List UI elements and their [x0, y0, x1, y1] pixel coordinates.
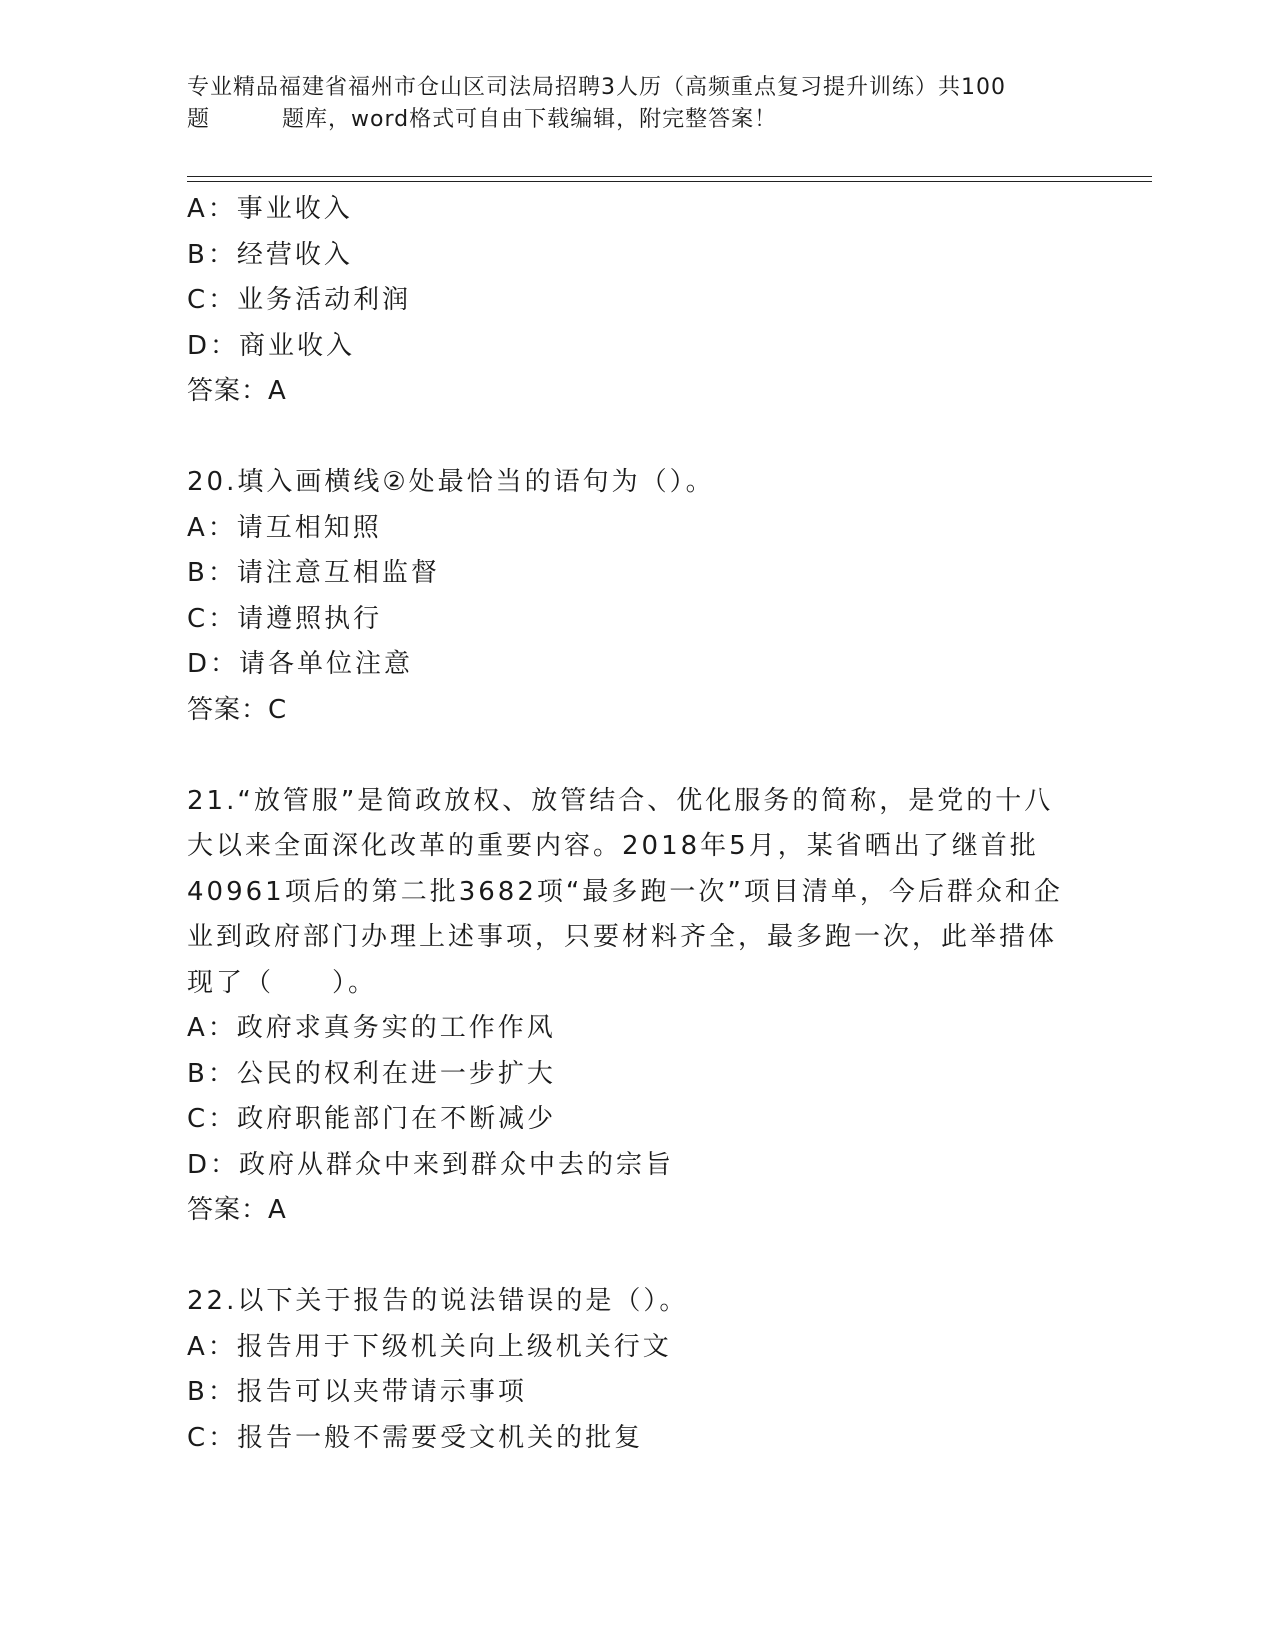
question-spacer: [187, 733, 1087, 779]
header-title-line2-rest: 题库，word格式可自由下载编辑，附完整答案！: [282, 107, 778, 132]
question-stem-line: 现了（ ）。: [187, 967, 378, 998]
question-spacer: [187, 1234, 1087, 1280]
option-b: B：公民的权利在进一步扩大: [187, 1058, 556, 1089]
option-a: A：政府求真务实的工作作风: [187, 1013, 556, 1043]
option-d: D：请各单位注意: [187, 649, 414, 679]
option-d: D：商业收入: [187, 330, 356, 361]
question-20: [187, 460, 1087, 733]
option-b: B：经营收入: [187, 239, 353, 270]
question-stem-line: 21.“放管服”是简政放权、放管结合、优化服务的简称，是党的十八: [187, 785, 1054, 816]
document-header: [187, 72, 1087, 136]
question-stem: 20.填入画横线②处最恰当的语句为（）。: [187, 467, 715, 497]
option-d: D：政府从群众中来到群众中去的宗旨: [187, 1149, 675, 1180]
answer-line: 答案：A: [187, 376, 287, 406]
option-b: B：报告可以夹带请示事项: [187, 1377, 527, 1407]
question-21: [187, 779, 1087, 1234]
answer-line: 答案：C: [187, 694, 288, 725]
answer-line: 答案：A: [187, 1195, 287, 1225]
option-a: A：事业收入: [187, 194, 353, 224]
option-c: C：报告一般不需要受文机关的批复: [187, 1422, 644, 1453]
header-title-line1: 专业精品福建省福州市仓山区司法局招聘3人历（高频重点复习提升训练）共100: [187, 75, 1006, 100]
question-stem-line: 40961项后的第二批3682项“最多跑一次”项目清单，今后群众和企: [187, 876, 1063, 907]
question-content: [187, 187, 1087, 1461]
option-c: C：请遵照执行: [187, 603, 383, 634]
option-a: A：报告用于下级机关向上级机关行文: [187, 1331, 672, 1362]
header-title-line2: [187, 104, 1087, 136]
option-a: A：请互相知照: [187, 512, 382, 543]
header-title-line2-start: 题: [187, 107, 211, 132]
question-22: [187, 1279, 1087, 1461]
option-c: C：业务活动利润: [187, 285, 412, 315]
question-stem-line: 大以来全面深化改革的重要内容。2018年5月，某省晒出了继首批: [187, 831, 1039, 861]
question-stem-line: 业到政府部门办理上述事项，只要材料齐全，最多跑一次，此举措体: [187, 922, 1058, 952]
header-divider-top: [187, 176, 1152, 177]
question-19-tail: [187, 187, 1087, 415]
option-c: C：政府职能部门在不断减少: [187, 1104, 557, 1134]
question-spacer: [187, 415, 1087, 461]
question-stem: 22.以下关于报告的说法错误的是（）。: [187, 1286, 689, 1316]
question-stem: [187, 779, 1087, 1007]
header-divider-bottom: [187, 181, 1152, 182]
option-b: B：请注意互相监督: [187, 558, 440, 588]
